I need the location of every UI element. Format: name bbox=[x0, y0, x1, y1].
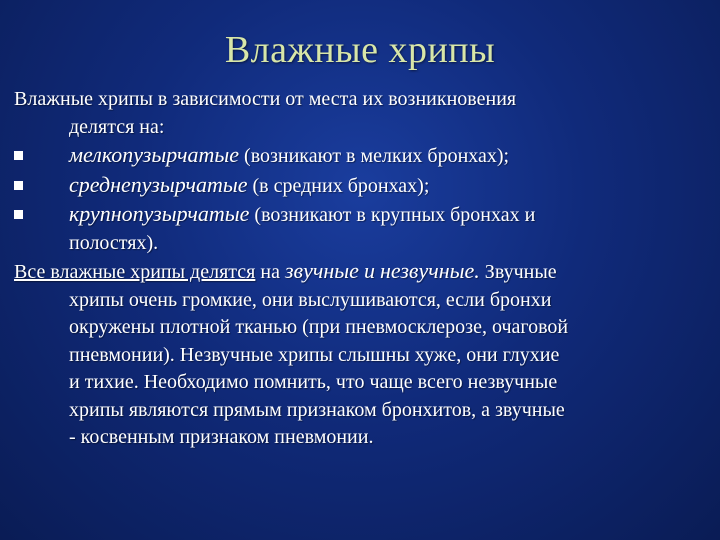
underlined-phrase: Все влажные хрипы делятся bbox=[14, 261, 256, 283]
term-sonorous: звучные bbox=[284, 258, 359, 283]
final-line-1: хрипы очень громкие, они выслушиваются, если бронхи bbox=[69, 288, 552, 311]
final-line-4: и тихие. Необходимо помнить, что чаще всего незвучные bbox=[69, 371, 558, 393]
final-paragraph-lead bbox=[14, 257, 710, 287]
final-line-3: пневмонии). Незвучные хрипы слышны хуже, они глухие bbox=[69, 343, 560, 366]
intro-line-1: Влажные хрипы в зависимости от места их возникновения bbox=[14, 88, 517, 110]
bullet-item-3-continuation: полостях). bbox=[69, 231, 159, 254]
square-bullet-icon bbox=[14, 151, 23, 160]
slide-title: Влажные хрипы bbox=[224, 29, 496, 71]
bullet-term: крупнопузырчатые bbox=[69, 201, 250, 226]
final-line-2: окружены плотной тканью (при пневмосклерозе, очаговой bbox=[69, 316, 569, 338]
slide-body bbox=[14, 86, 710, 452]
bullet-term: среднепузырчатые bbox=[69, 171, 248, 197]
term-nonsonorous: незвучные. bbox=[379, 258, 480, 283]
bullet-item-2 bbox=[14, 171, 710, 201]
final-middle: на bbox=[260, 261, 280, 283]
intro-line-2: делятся на: bbox=[69, 115, 165, 138]
bullet-text: (возникают в мелких бронхах); bbox=[244, 145, 510, 167]
square-bullet-icon bbox=[14, 181, 23, 190]
final-line-5: хрипы являются прямым признаком бронхитов, а звучные bbox=[69, 398, 565, 421]
bullet-text: (в средних бронхах); bbox=[252, 174, 430, 197]
bullet-item-3 bbox=[14, 200, 710, 230]
final-start: Звучные bbox=[484, 261, 557, 283]
term-conjunction: и bbox=[363, 258, 375, 283]
final-line-6: - косвенным признаком пневмонии. bbox=[69, 426, 374, 448]
bullet-term: мелкопузырчатые bbox=[69, 142, 240, 167]
bullet-item-1 bbox=[14, 141, 710, 171]
square-bullet-icon bbox=[14, 210, 23, 219]
bullet-text: (возникают в крупных бронхах и bbox=[254, 204, 536, 226]
